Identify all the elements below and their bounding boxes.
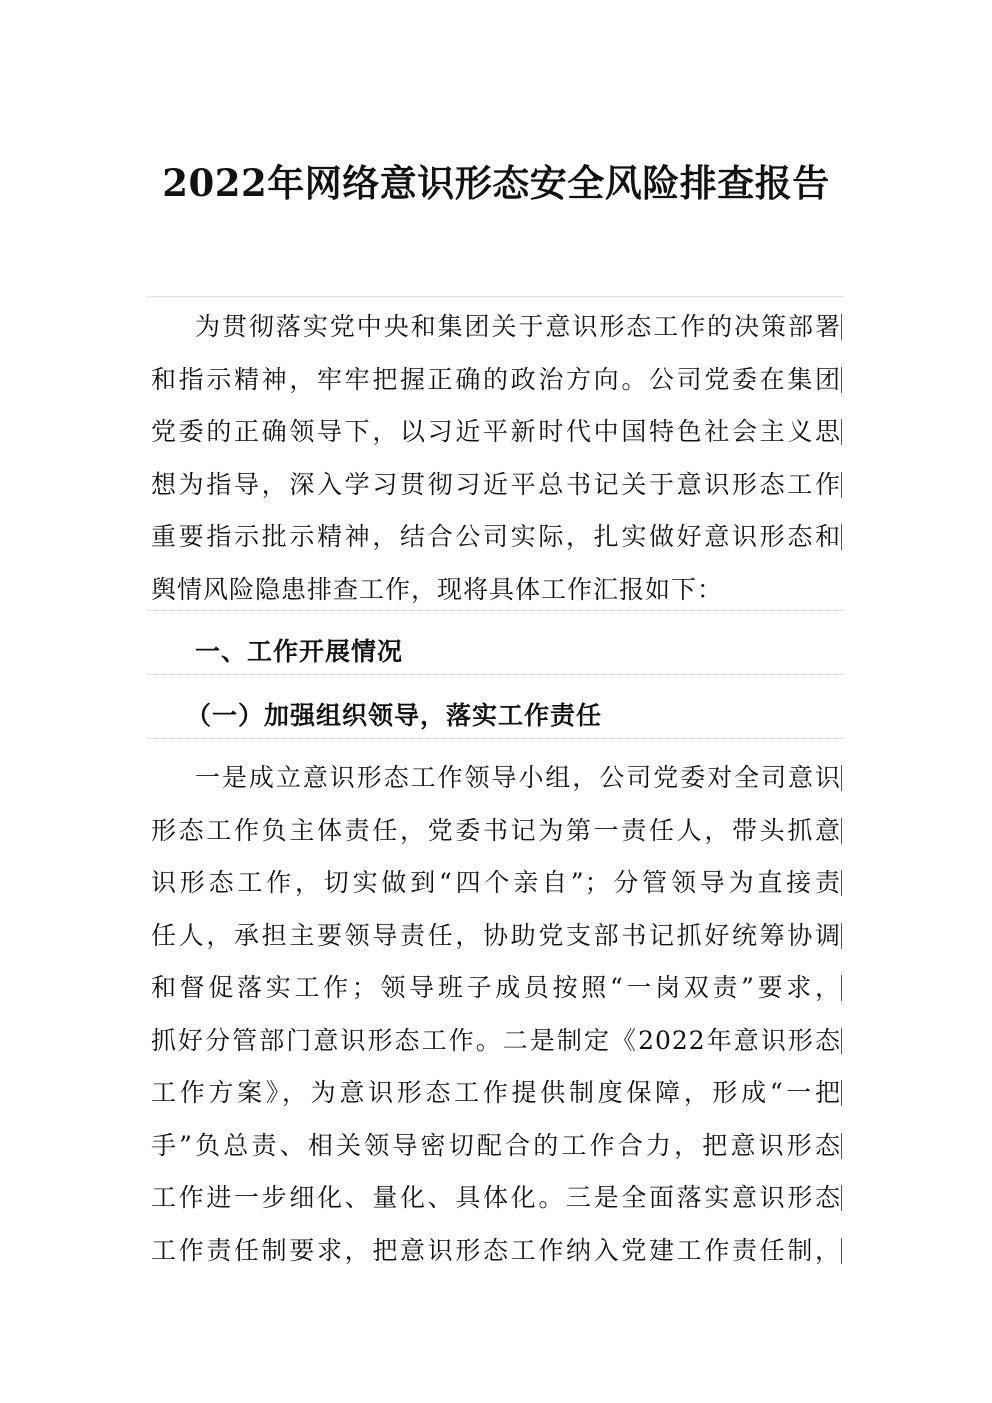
subsection-heading: （一）加强组织领导，落实工作责任 [186, 701, 603, 730]
intro-line: 重要指示批示精神，结合公司实际，扎实做好意识形态和 [151, 522, 841, 551]
body-line: 抓好分管部门意识形态工作。二是制定《2022年意识形态 [151, 1026, 841, 1055]
margin-mark [841, 367, 842, 393]
margin-mark [841, 818, 842, 844]
margin-mark [841, 419, 842, 445]
margin-mark [841, 870, 842, 896]
body-line: 识形态工作，切实做到“四个亲自”；分管领导为直接责 [151, 868, 841, 897]
body-line: 工作进一步细化、量化、具体化。三是全面落实意识形态 [151, 1183, 841, 1212]
body-line: 工作方案》，为意识形态工作提供制度保障，形成“一把 [151, 1078, 841, 1107]
margin-mark [841, 1028, 842, 1054]
margin-mark [841, 1080, 842, 1106]
divider [148, 610, 843, 611]
margin-mark [841, 1238, 842, 1264]
divider [148, 674, 843, 675]
document-title: 2022年网络意识形态安全风险排查报告 [162, 161, 830, 205]
body-line: 手”负总责、相关领导密切配合的工作合力，把意识形态 [151, 1131, 841, 1160]
divider [148, 296, 843, 297]
margin-mark [841, 765, 842, 791]
margin-mark [841, 975, 842, 1001]
body-line: 和督促落实工作；领导班子成员按照“一岗双责”要求， [151, 973, 841, 1002]
margin-mark [841, 1133, 842, 1159]
intro-line: 想为指导，深入学习贯彻习近平总书记关于意识形态工作 [151, 470, 841, 499]
margin-mark [841, 524, 842, 550]
margin-mark [841, 1185, 842, 1211]
body-line: 形态工作负主体责任，党委书记为第一责任人，带头抓意 [151, 816, 841, 845]
body-line: 工作责任制要求，把意识形态工作纳入党建工作责任制， [151, 1236, 841, 1265]
margin-mark [841, 472, 842, 498]
section-heading: 一、工作开展情况 [195, 637, 404, 666]
divider [148, 738, 843, 739]
intro-line: 为贯彻落实党中央和集团关于意识形态工作的决策部署 [195, 312, 841, 341]
intro-line: 和指示精神，牢牢把握正确的政治方向。公司党委在集团 [151, 365, 841, 394]
intro-line: 舆情风险隐患排查工作，现将具体工作汇报如下： [151, 575, 724, 604]
margin-mark [841, 314, 842, 340]
margin-mark [841, 923, 842, 949]
body-line: 任人，承担主要领导责任，协助党支部书记抓好统筹协调 [151, 921, 841, 950]
intro-line: 党委的正确领导下，以习近平新时代中国特色社会主义思 [151, 417, 841, 446]
body-line: 一是成立意识形态工作领导小组，公司党委对全司意识 [195, 763, 841, 792]
